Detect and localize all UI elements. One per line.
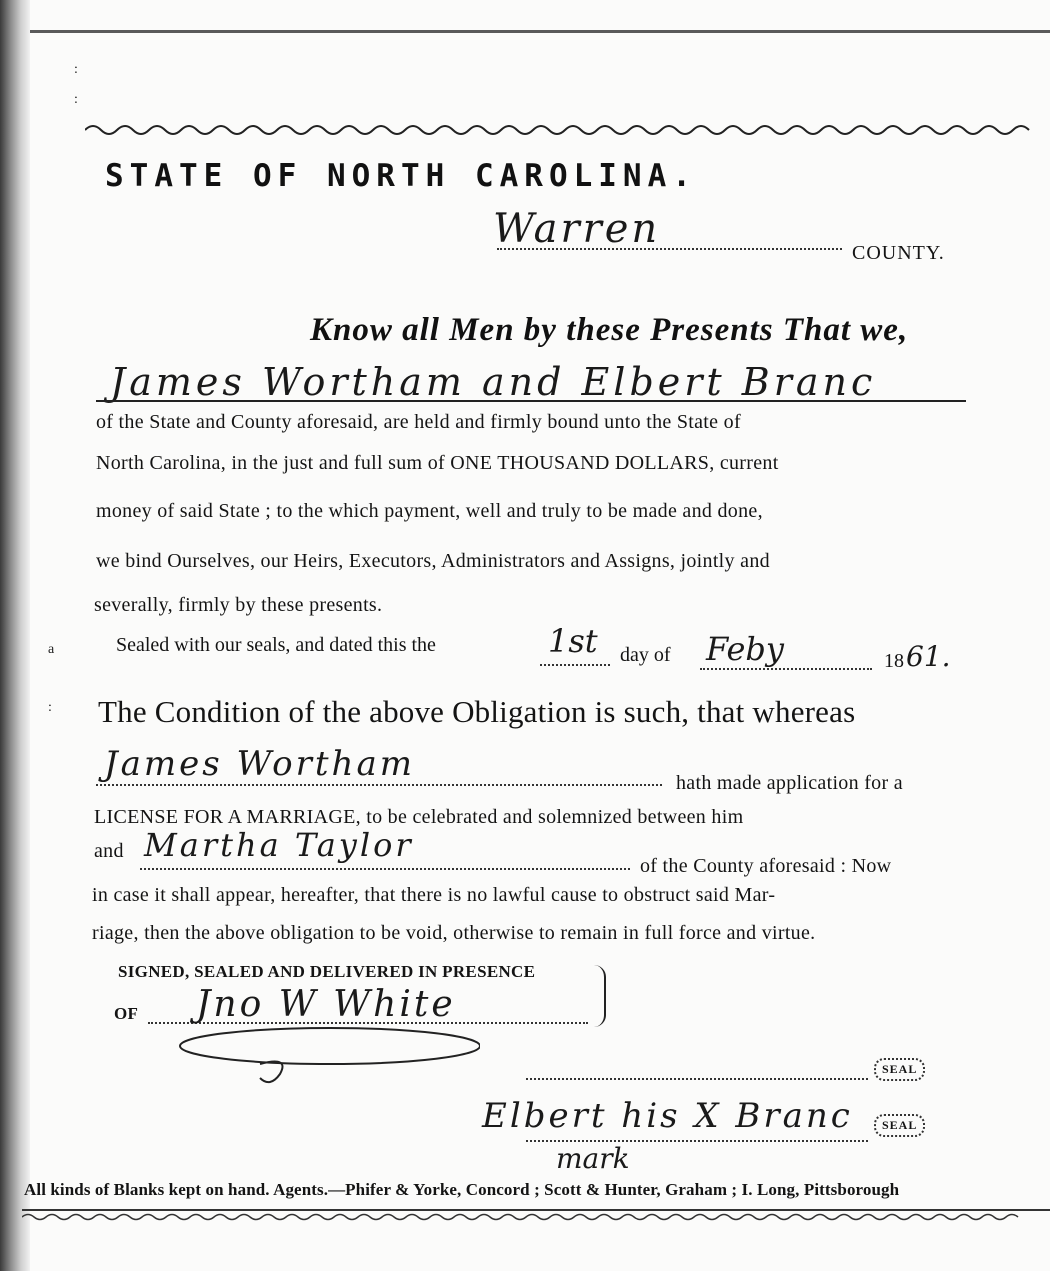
margin-mark: : xyxy=(74,92,78,107)
witness-flourish xyxy=(130,1024,480,1094)
year-prefix: 18 xyxy=(884,650,904,672)
bond-line-5: severally, firmly by these presents. xyxy=(94,594,383,616)
binding-edge xyxy=(0,0,30,1271)
bond-line-2: North Carolina, in the just and full sum of ONE THOUSAND DOLLARS, current xyxy=(96,452,779,474)
footer-rule xyxy=(22,1207,1050,1211)
signer-handwritten: Elbert his X Branc xyxy=(482,1096,853,1136)
month-handwritten: Feby xyxy=(706,630,784,668)
printer-footer: All kinds of Blanks kept on hand. Agents.—Phifer & Yorke, Concord ; Scott & Hunter, Graham ; I. Long, Pittsborough xyxy=(24,1180,900,1199)
seal-badge-2: SEAL xyxy=(874,1114,925,1137)
county-dotted-line xyxy=(497,246,842,250)
day-handwritten: 1st xyxy=(548,622,598,660)
applicant-dotted-line xyxy=(96,782,662,786)
margin-mark: a xyxy=(48,642,55,657)
and-label: and xyxy=(94,840,124,862)
seal-badge-1: SEAL xyxy=(874,1058,925,1081)
witness-handwritten: Jno W White xyxy=(196,984,456,1025)
obligors-underline xyxy=(96,398,966,402)
condition-heading: The Condition of the above Obligation is such, that whereas xyxy=(98,694,856,729)
know-all-men-heading: Know all Men by these Presents That we, xyxy=(310,312,909,348)
sealed-prefix: Sealed with our seals, and dated this the xyxy=(116,634,436,656)
condition-line-5: riage, then the above obligation to be void, otherwise to remain in full force and virtue. xyxy=(92,922,816,944)
day-dotted-line xyxy=(540,662,610,666)
wavy-rule xyxy=(85,120,1035,140)
state-title: STATE OF NORTH CAROLINA. xyxy=(105,158,697,194)
condition-line-4: in case it shall appear, hereafter, that there is no lawful cause to obstruct said Mar- xyxy=(92,884,776,906)
bond-line-1: of the State and County aforesaid, are held and firmly bound unto the State of xyxy=(96,411,741,433)
condition-line-2: LICENSE FOR A MARRIAGE, to be celebrated and solemnized between him xyxy=(94,806,744,828)
signature-brace xyxy=(590,965,606,1027)
bond-line-3: money of said State ; to the which payment, well and truly to be made and done, xyxy=(96,500,763,522)
applicant-suffix: hath made application for a xyxy=(676,772,903,794)
bond-line-4: we bind Ourselves, our Heirs, Executors, Administrators and Assigns, jointly and xyxy=(96,550,770,572)
obligors-handwritten: James Wortham and Elbert Branc xyxy=(110,360,877,404)
year-handwritten: 61. xyxy=(906,640,951,673)
bride-suffix: of the County aforesaid : Now xyxy=(640,855,892,877)
applicant-handwritten: James Wortham xyxy=(104,744,415,784)
month-dotted-line xyxy=(700,666,872,670)
mark-handwritten: mark xyxy=(556,1142,630,1175)
county-label: COUNTY. xyxy=(852,242,945,264)
of-label: OF xyxy=(114,1004,139,1023)
signature-line-1 xyxy=(526,1076,868,1080)
bride-dotted-line xyxy=(140,866,630,870)
margin-mark: : xyxy=(48,700,52,715)
county-handwritten: Warren xyxy=(493,206,661,252)
margin-mark: : xyxy=(74,62,78,77)
bride-handwritten: Martha Taylor xyxy=(144,826,414,864)
signed-sealed-label: SIGNED, SEALED AND DELIVERED IN PRESENCE xyxy=(118,962,536,981)
day-of-label: day of xyxy=(620,644,671,666)
footer-wavy-rule xyxy=(22,1212,1050,1222)
top-border-line xyxy=(30,30,1050,33)
